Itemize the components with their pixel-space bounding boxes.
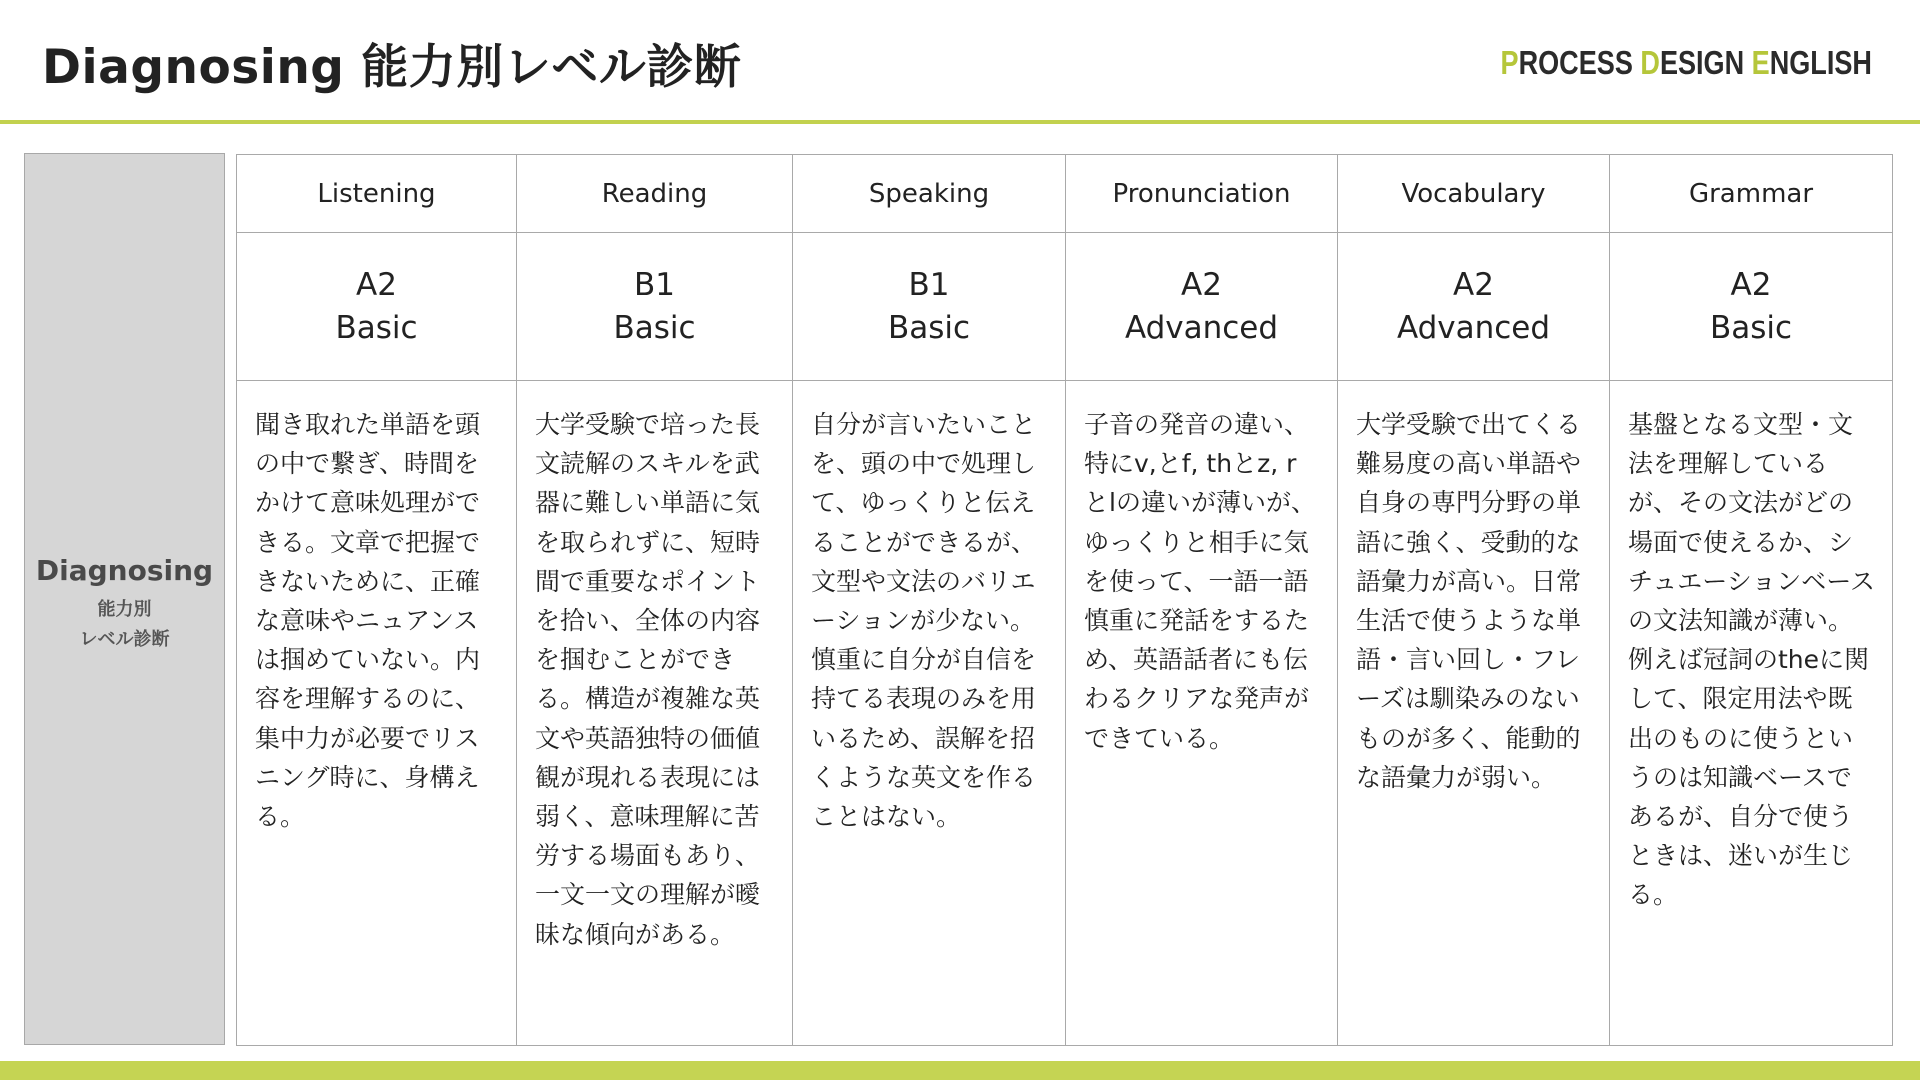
column-header-speaking: Speaking (793, 155, 1066, 233)
level-tier: Advanced (1124, 309, 1279, 346)
brand-logo (1501, 44, 1872, 82)
level-row (237, 233, 1893, 381)
header-divider (0, 120, 1920, 124)
logo-text-nglish: NGLISH (1769, 44, 1872, 81)
description-pronunciation: 子音の発音の違い、特にv,とf, thとz, rとlの違いが薄いが、ゆっくりと相手に気を使って、一語一語慎重に発話をするため、英語話者にも伝わるクリアな発声ができている。 (1066, 381, 1338, 1046)
logo-text-esign: ESIGN (1659, 44, 1752, 81)
logo-letter-e: E (1751, 44, 1770, 81)
level-cell-speaking (793, 233, 1066, 381)
sidebar-subtitle: 能力別 レベル診断 (79, 598, 170, 650)
level-cell-grammar (1610, 233, 1893, 381)
level-tier: Basic (887, 309, 971, 346)
level-cell-pronunciation (1066, 233, 1338, 381)
level-grade: A2 (1453, 266, 1494, 303)
logo-letter-d: D (1640, 44, 1660, 81)
table-header-row (237, 155, 1893, 233)
column-header-reading: Reading (517, 155, 793, 233)
column-header-pronunciation: Pronunciation (1066, 155, 1338, 233)
level-tier: Basic (613, 309, 696, 346)
level-cell-reading (517, 233, 793, 381)
level-table (236, 154, 1893, 1046)
sidebar-panel (24, 153, 225, 1045)
level-tier: Basic (335, 309, 418, 346)
footer-bar (0, 1061, 1920, 1080)
level-grade: A2 (1181, 266, 1222, 303)
page-title: Diagnosing 能力別レベル診断 (42, 40, 742, 95)
level-grade: B1 (634, 266, 675, 303)
column-header-grammar: Grammar (1610, 155, 1893, 233)
level-tier: Advanced (1396, 309, 1551, 346)
column-header-vocabulary: Vocabulary (1338, 155, 1610, 233)
level-cell-vocabulary (1338, 233, 1610, 381)
logo-text-rocess: ROCESS (1518, 44, 1641, 81)
level-grade: A2 (1730, 266, 1772, 303)
description-speaking: 自分が言いたいことを、頭の中で処理して、ゆっくりと伝えることができるが、文型や文法のバリエーションが少ない。慎重に自分が自信を持てる表現のみを用いるため、誤解を招くような英文を作ることはない。 (793, 381, 1066, 1046)
description-row (237, 381, 1893, 1046)
level-grade: A2 (356, 266, 397, 303)
level-cell-listening (237, 233, 517, 381)
description-listening: 聞き取れた単語を頭の中で繋ぎ、時間をかけて意味処理ができる。文章で把握できないために、正確な意味やニュアンスは掴めていない。内容を理解するのに、集中力が必要でリスニング時に、身構える。 (237, 381, 517, 1046)
column-header-listening: Listening (237, 155, 517, 233)
level-grade: B1 (908, 266, 950, 303)
description-grammar: 基盤となる文型・文法を理解しているが、その文法がどの場面で使えるか、シチュエーションベースの文法知識が薄い。例えば冠詞のtheに関して、限定用法や既出のものに使うというのは知識ベースであるが、自分で使うときは、迷いが生じる。 (1610, 381, 1893, 1046)
sidebar-title: Diagnosing (35, 553, 214, 587)
logo-letter-p: P (1500, 44, 1519, 81)
description-reading: 大学受験で培った長文読解のスキルを武器に難しい単語に気を取られずに、短時間で重要なポイントを拾い、全体の内容を掴むことができる。構造が複雑な英文や英語独特の価値観が現れる表現には弱く、意味理解に苦労する場面もあり、一文一文の理解が曖昧な傾向がある。 (517, 381, 793, 1046)
level-tier: Basic (1709, 309, 1793, 346)
description-vocabulary: 大学受験で出てくる難易度の高い単語や自身の専門分野の単語に強く、受動的な語彙力が高い。日常生活で使うような単語・言い回し・フレーズは馴染みのないものが多く、能動的な語彙力が弱い。 (1338, 381, 1610, 1046)
